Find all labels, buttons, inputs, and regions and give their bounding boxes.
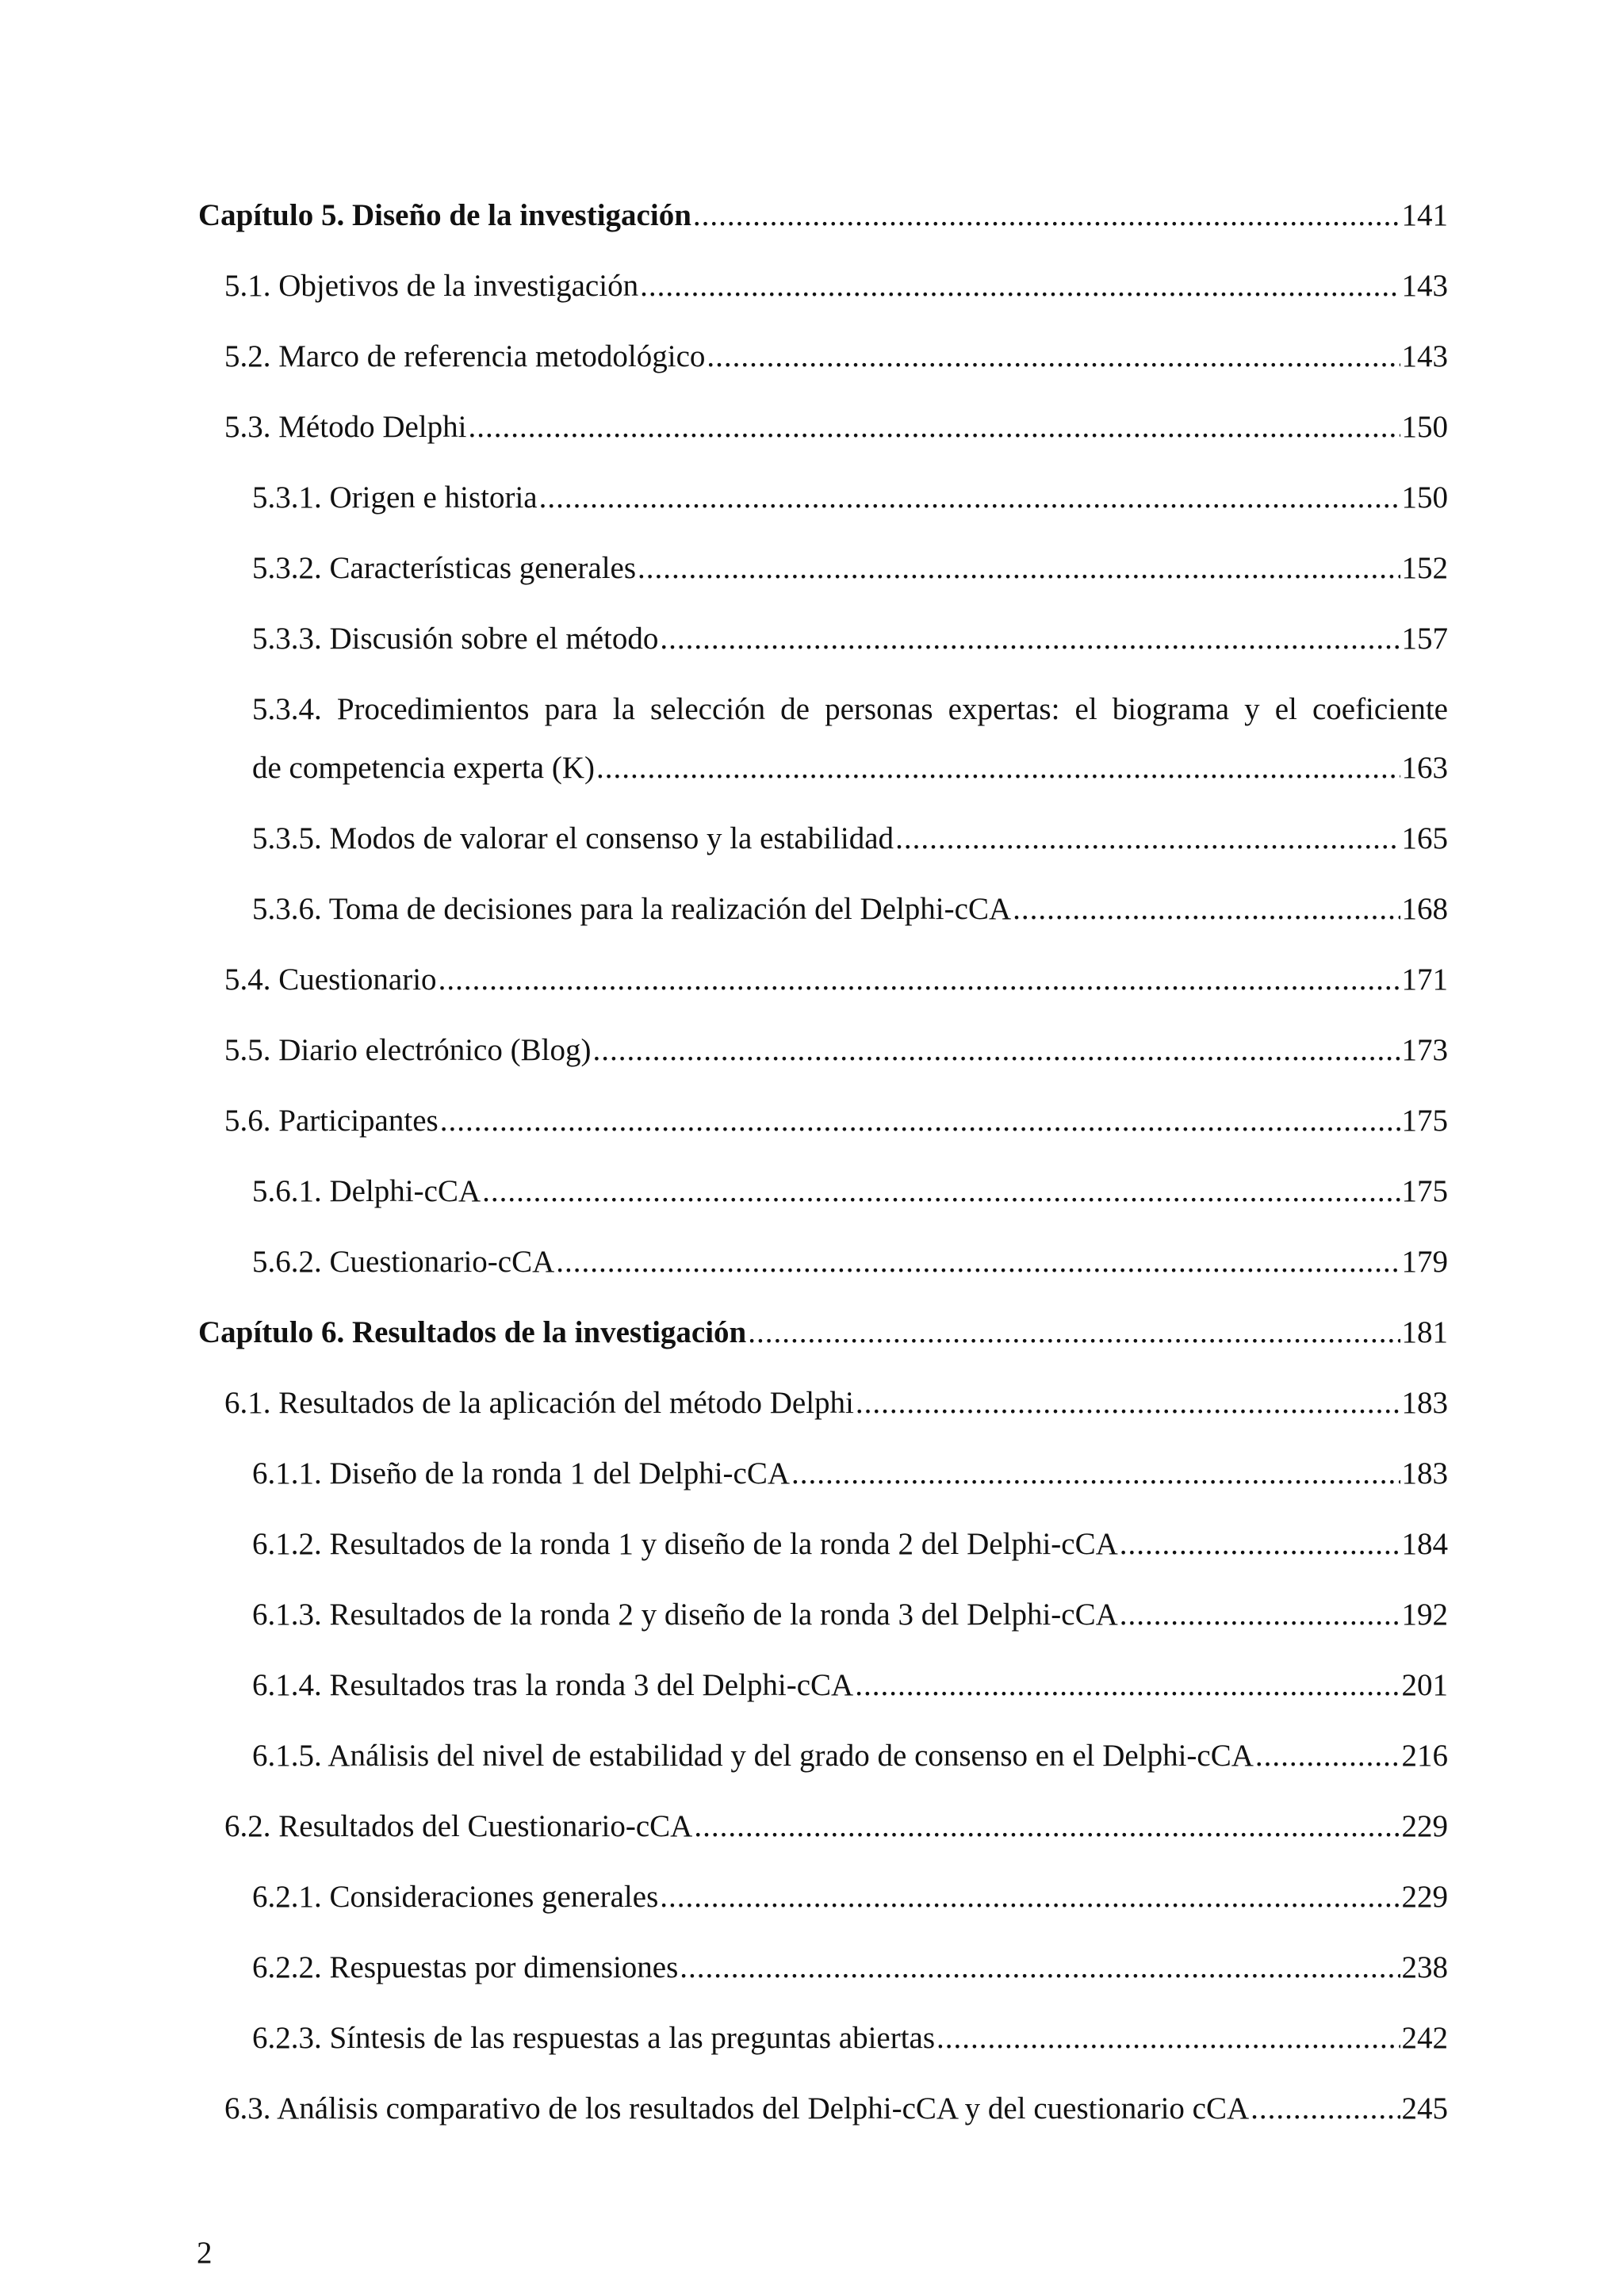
toc-entry-title: 5.3.4. Procedimientos para la selección de personas expertas: el biograma y el coeficiente bbox=[252, 692, 1448, 726]
dot-leader bbox=[660, 1880, 1400, 1915]
toc-entry-page: 245 bbox=[1401, 2091, 1448, 2126]
dot-leader bbox=[592, 1033, 1400, 1068]
toc-entry-page: 181 bbox=[1401, 1315, 1448, 1349]
toc-entry-page: 173 bbox=[1401, 1033, 1448, 1067]
toc-entry-title: 5.3. Método Delphi bbox=[224, 410, 467, 444]
dot-leader bbox=[1120, 1598, 1400, 1632]
dot-leader bbox=[660, 622, 1400, 656]
dot-leader bbox=[638, 551, 1400, 586]
toc-entry-page: 171 bbox=[1401, 962, 1448, 997]
toc-entry-title: 5.6.2. Cuestionario-cCA bbox=[252, 1245, 555, 1279]
toc-entry-title: 5.1. Objetivos de la investigación bbox=[224, 269, 639, 303]
dot-leader bbox=[482, 1174, 1400, 1209]
toc-entry-page: 165 bbox=[1401, 821, 1448, 855]
dot-leader bbox=[468, 410, 1400, 445]
toc-entry-6-1-5[interactable] bbox=[198, 1739, 1448, 1774]
toc-entry-5-3-2[interactable] bbox=[198, 551, 1448, 586]
toc-entry-5-3-6[interactable] bbox=[198, 892, 1448, 927]
toc-entry-title: 5.6. Participantes bbox=[224, 1104, 439, 1138]
toc-entry-5-3-5[interactable] bbox=[198, 821, 1448, 856]
toc-entry-5-5[interactable] bbox=[198, 1033, 1448, 1068]
toc-entry-5-4[interactable] bbox=[198, 962, 1448, 997]
toc-entry-6-2-1[interactable] bbox=[198, 1880, 1448, 1915]
dot-leader bbox=[791, 1456, 1400, 1491]
toc-entry-title: 5.3.1. Origen e historia bbox=[252, 480, 538, 515]
toc-entry-6-2-2[interactable] bbox=[198, 1950, 1448, 1985]
dot-leader bbox=[1120, 1527, 1400, 1562]
toc-entry-title: 5.3.3. Discusión sobre el método bbox=[252, 622, 659, 656]
dot-leader bbox=[640, 269, 1400, 304]
dot-leader bbox=[539, 480, 1400, 515]
toc-entry-5-3-1[interactable] bbox=[198, 480, 1448, 515]
dot-leader bbox=[596, 751, 1400, 786]
toc-entry-title: 6.1.4. Resultados tras la ronda 3 del Delphi-cCA bbox=[252, 1668, 854, 1702]
dot-leader bbox=[1013, 892, 1400, 927]
toc-entry-chapter-6[interactable] bbox=[198, 1315, 1448, 1350]
toc-entry-title: 6.1.2. Resultados de la ronda 1 y diseño de la ronda 2 del Delphi-cCA bbox=[252, 1527, 1118, 1561]
toc-entry-page: 143 bbox=[1401, 269, 1448, 303]
toc-entry-5-1[interactable] bbox=[198, 269, 1448, 304]
toc-entry-5-3[interactable] bbox=[198, 410, 1448, 445]
dot-leader bbox=[694, 1809, 1400, 1844]
page-number: 2 bbox=[197, 2236, 213, 2270]
toc-entry-title: 5.5. Diario electrónico (Blog) bbox=[224, 1033, 592, 1067]
toc-entry-6-1[interactable] bbox=[198, 1386, 1448, 1421]
toc-entry-page: 184 bbox=[1401, 1527, 1448, 1561]
toc-entry-title: 5.3.2. Características generales bbox=[252, 551, 637, 585]
toc-entry-page: 168 bbox=[1401, 892, 1448, 926]
toc-entry-page: 163 bbox=[1401, 751, 1448, 785]
toc-entry-page: 229 bbox=[1401, 1809, 1448, 1843]
toc-entry-6-2[interactable] bbox=[198, 1809, 1448, 1844]
dot-leader bbox=[556, 1245, 1400, 1280]
toc-entry-title: 6.1.3. Resultados de la ronda 2 y diseño de la ronda 3 del Delphi-cCA bbox=[252, 1598, 1118, 1632]
toc-entry-6-1-2[interactable] bbox=[198, 1527, 1448, 1562]
toc-entry-title: Capítulo 6. Resultados de la investigación bbox=[198, 1315, 747, 1349]
toc-entry-title-continued: de competencia experta (K) bbox=[252, 751, 596, 785]
toc-entry-page: 242 bbox=[1401, 2021, 1448, 2055]
toc-entry-page: 152 bbox=[1401, 551, 1448, 585]
toc-entry-title: 5.4. Cuestionario bbox=[224, 962, 437, 997]
toc-entry-title: 6.2.3. Síntesis de las respuestas a las preguntas abiertas bbox=[252, 2021, 936, 2055]
toc-entry-title: 6.1. Resultados de la aplicación del método Delphi bbox=[224, 1386, 854, 1420]
toc-entry-6-1-3[interactable] bbox=[198, 1598, 1448, 1632]
toc-entry-page: 175 bbox=[1401, 1104, 1448, 1138]
toc-entry-title: 6.2. Resultados del Cuestionario-cCA bbox=[224, 1809, 693, 1843]
dot-leader bbox=[1251, 2091, 1400, 2126]
toc-entry-title: Capítulo 5. Diseño de la investigación bbox=[198, 198, 691, 232]
toc-entry-page: 229 bbox=[1401, 1880, 1448, 1914]
toc-entry-page: 183 bbox=[1401, 1456, 1448, 1490]
toc-entry-5-6-1[interactable] bbox=[198, 1174, 1448, 1209]
dot-leader bbox=[856, 1386, 1400, 1421]
toc-entry-page: 179 bbox=[1401, 1245, 1448, 1279]
toc-entry-page: 192 bbox=[1401, 1598, 1448, 1632]
dot-leader bbox=[440, 1104, 1400, 1138]
toc-entry-page: 216 bbox=[1401, 1739, 1448, 1773]
dot-leader bbox=[895, 821, 1400, 856]
dot-leader bbox=[936, 2021, 1400, 2056]
toc-entry-page: 238 bbox=[1401, 1950, 1448, 1984]
toc-entry-page: 175 bbox=[1401, 1174, 1448, 1208]
dot-leader bbox=[439, 962, 1400, 997]
toc-entry-page: 183 bbox=[1401, 1386, 1448, 1420]
toc-entry-5-6-2[interactable] bbox=[198, 1245, 1448, 1280]
toc-entry-title: 6.2.1. Consideraciones generales bbox=[252, 1880, 659, 1914]
table-of-contents bbox=[198, 198, 1448, 2162]
toc-entry-title: 5.2. Marco de referencia metodológico bbox=[224, 339, 706, 373]
toc-entry-6-1-1[interactable] bbox=[198, 1456, 1448, 1491]
toc-entry-page: 157 bbox=[1401, 622, 1448, 656]
toc-entry-title: 6.1.1. Diseño de la ronda 1 del Delphi-cCA bbox=[252, 1456, 791, 1490]
toc-entry-page: 150 bbox=[1401, 480, 1448, 515]
toc-entry-title: 6.2.2. Respuestas por dimensiones bbox=[252, 1950, 679, 1984]
toc-entry-6-3[interactable] bbox=[198, 2091, 1448, 2126]
toc-entry-6-1-4[interactable] bbox=[198, 1668, 1448, 1703]
toc-entry-page: 141 bbox=[1401, 198, 1448, 232]
dot-leader bbox=[693, 198, 1400, 233]
toc-entry-6-2-3[interactable] bbox=[198, 2021, 1448, 2056]
dot-leader bbox=[707, 339, 1400, 374]
toc-entry-5-6[interactable] bbox=[198, 1104, 1448, 1138]
toc-entry-5-3-3[interactable] bbox=[198, 622, 1448, 656]
toc-entry-chapter-5[interactable] bbox=[198, 198, 1448, 233]
toc-entry-title: 5.3.5. Modos de valorar el consenso y la estabilidad bbox=[252, 821, 894, 855]
toc-entry-title: 5.6.1. Delphi-cCA bbox=[252, 1174, 481, 1208]
toc-entry-title: 6.3. Análisis comparativo de los resultados del Delphi-cCA y del cuestionario cCA bbox=[224, 2091, 1250, 2126]
toc-entry-page: 143 bbox=[1401, 339, 1448, 373]
toc-entry-title: 6.1.5. Análisis del nivel de estabilidad y del grado de consenso en el Delphi-cCA bbox=[252, 1739, 1254, 1773]
dot-leader bbox=[680, 1950, 1400, 1985]
toc-entry-title: 5.3.6. Toma de decisiones para la realización del Delphi-cCA bbox=[252, 892, 1012, 926]
dot-leader bbox=[855, 1668, 1400, 1703]
toc-entry-5-2[interactable] bbox=[198, 339, 1448, 374]
dot-leader bbox=[748, 1315, 1400, 1350]
toc-entry-page: 201 bbox=[1401, 1668, 1448, 1702]
dot-leader bbox=[1255, 1739, 1400, 1774]
toc-entry-5-3-4[interactable] bbox=[198, 692, 1448, 786]
toc-entry-page: 150 bbox=[1401, 410, 1448, 444]
